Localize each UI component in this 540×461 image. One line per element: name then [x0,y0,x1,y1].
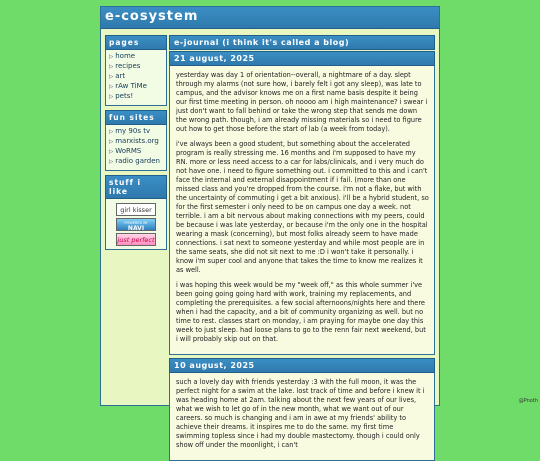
navi-button-label: NAVI [127,225,145,232]
triangle-right-icon: ▷ [109,94,114,100]
sidebar-item-art[interactable] [109,72,163,82]
triangle-right-icon: ▷ [109,74,114,80]
site-title[interactable]: e-cosystem [105,9,199,24]
sidebar-item-label: radio garden [115,157,160,165]
journal-heading: e-journal (i think it's called a blog) [169,35,435,50]
navi-button[interactable] [116,218,156,231]
navi-button-small: POWERED BY [124,221,148,225]
entry-date: 21 august, 2025 [169,51,435,66]
sidebar-item-raw-time[interactable] [109,82,163,92]
sidebar-heading-pages: pages [105,35,167,50]
triangle-right-icon: ▷ [109,54,114,60]
sidebar-item-recipes[interactable] [109,62,163,72]
entry-paragraph: yesterday was day 1 of orientation--overall, a nightmare of a day. slept through my alarms (not sure how, i barely felt i got any sleep), was late to campus, and the advisor knows me on a first name basis despite it being our first time meeting in person. oh noooo am i high maintenance? i swear i just don't want to fall behind or take the wrong step that sends me down the wrong path. though, i am already missing materials so i need to figure out how to get those before the start of lab (a week from today). [176,71,428,133]
sidebar-item-label: art [115,72,126,80]
site-header [101,7,439,29]
sidebar-item-marxists[interactable] [109,137,163,147]
page-frame [100,6,440,449]
sidebar-heading-stuff: stuff i like [105,175,167,199]
triangle-right-icon: ▷ [109,159,114,165]
sidebar-item-label: WoRMS [115,147,142,155]
just-perfect-button[interactable]: just perfect [116,233,156,246]
sidebar [105,35,167,254]
triangle-right-icon: ▷ [109,139,114,145]
journal-entry [169,66,435,355]
entry-paragraph: i've always been a good student, but something about the accelerated program is really stressing me. 16 months and i'm supposed to have my RN. more or less need access to a car for labs/clinicals, and i very much do not have one. i need to figure something out. i committed to this and i can't face the internal and external disappointment if i fail. (more than one missed class and you're dropped from the course. i'm not a flake, but with the uncertainty of commuting i get a bit anxious). i'll be a hybrid student, so for the first semester i only need to be on campus one day a week. not terrible. i am a bit nervous about making connections with my peers, could be because i was late yesterday, or because i'm the only one in the hospital wearing a mask (concerning), but most folks already seem to have made connections. i sat next to someone yesterday and while most people are in the same seats, she did not sit next to me :D i won't take it personally. i know i'm super cool and anyone that takes the time to know me realizes it as well. [176,140,429,274]
stuff-buttons [105,199,167,250]
entry-paragraph: i was hoping this week would be my "week off," as this whole summer i've been going going going hard with work, training my replacements, and completing the prerequisites. a few social afternoons/nights here and there when i had the capacity, and a bit of community organizing as well. but no time to rest. classes start on monday, i am praying for maybe one day this week to just sleep. had loose plans to go to the renn fair next weekend, but i will probably skip out on that. [176,281,426,343]
sidebar-item-radio-garden[interactable] [109,157,163,167]
sidebar-item-label: home [115,52,136,60]
sidebar-item-home[interactable] [109,52,163,62]
triangle-right-icon: ▷ [109,84,114,90]
pages-list [105,50,167,106]
sidebar-item-label: marxists.org [115,137,159,145]
girl-kisser-button[interactable]: girl kisser [116,203,156,216]
entry-date: 10 august, 2025 [169,358,435,373]
fun-sites-list [105,125,167,171]
corner-credit: @Pnoth [518,398,538,404]
entry-paragraph: such a lovely day with friends yesterday :3 with the full moon, it was the perfect night for a swim at the lake. lost track of time and before i knew it i was heading home at 2am. talking about the next few years of our lives, what we wish to let go of in the new month, what we want out of our careers. so much is changing and i am in awe at my friends' ability to achieve their dreams. it inspires me to do the same. my first time swimming topless since i had my double mastectomy. though i could only show off under the moonlight, i can't [176,378,425,449]
journal-main [169,35,435,449]
sidebar-item-label: rAw TiMe [115,82,147,90]
triangle-right-icon: ▷ [109,64,114,70]
sidebar-item-label: recipes [115,62,141,70]
sidebar-item-label: my 90s tv [115,127,151,135]
triangle-right-icon: ▷ [109,149,114,155]
sidebar-item-pets[interactable] [109,92,163,102]
sidebar-item-label: pets! [115,92,134,100]
journal-entry [169,373,435,461]
triangle-right-icon: ▷ [109,129,114,135]
sidebar-heading-fun-sites: fun sites [105,110,167,125]
sidebar-item-my-90s-tv[interactable] [109,127,163,137]
sidebar-item-worms[interactable] [109,147,163,157]
